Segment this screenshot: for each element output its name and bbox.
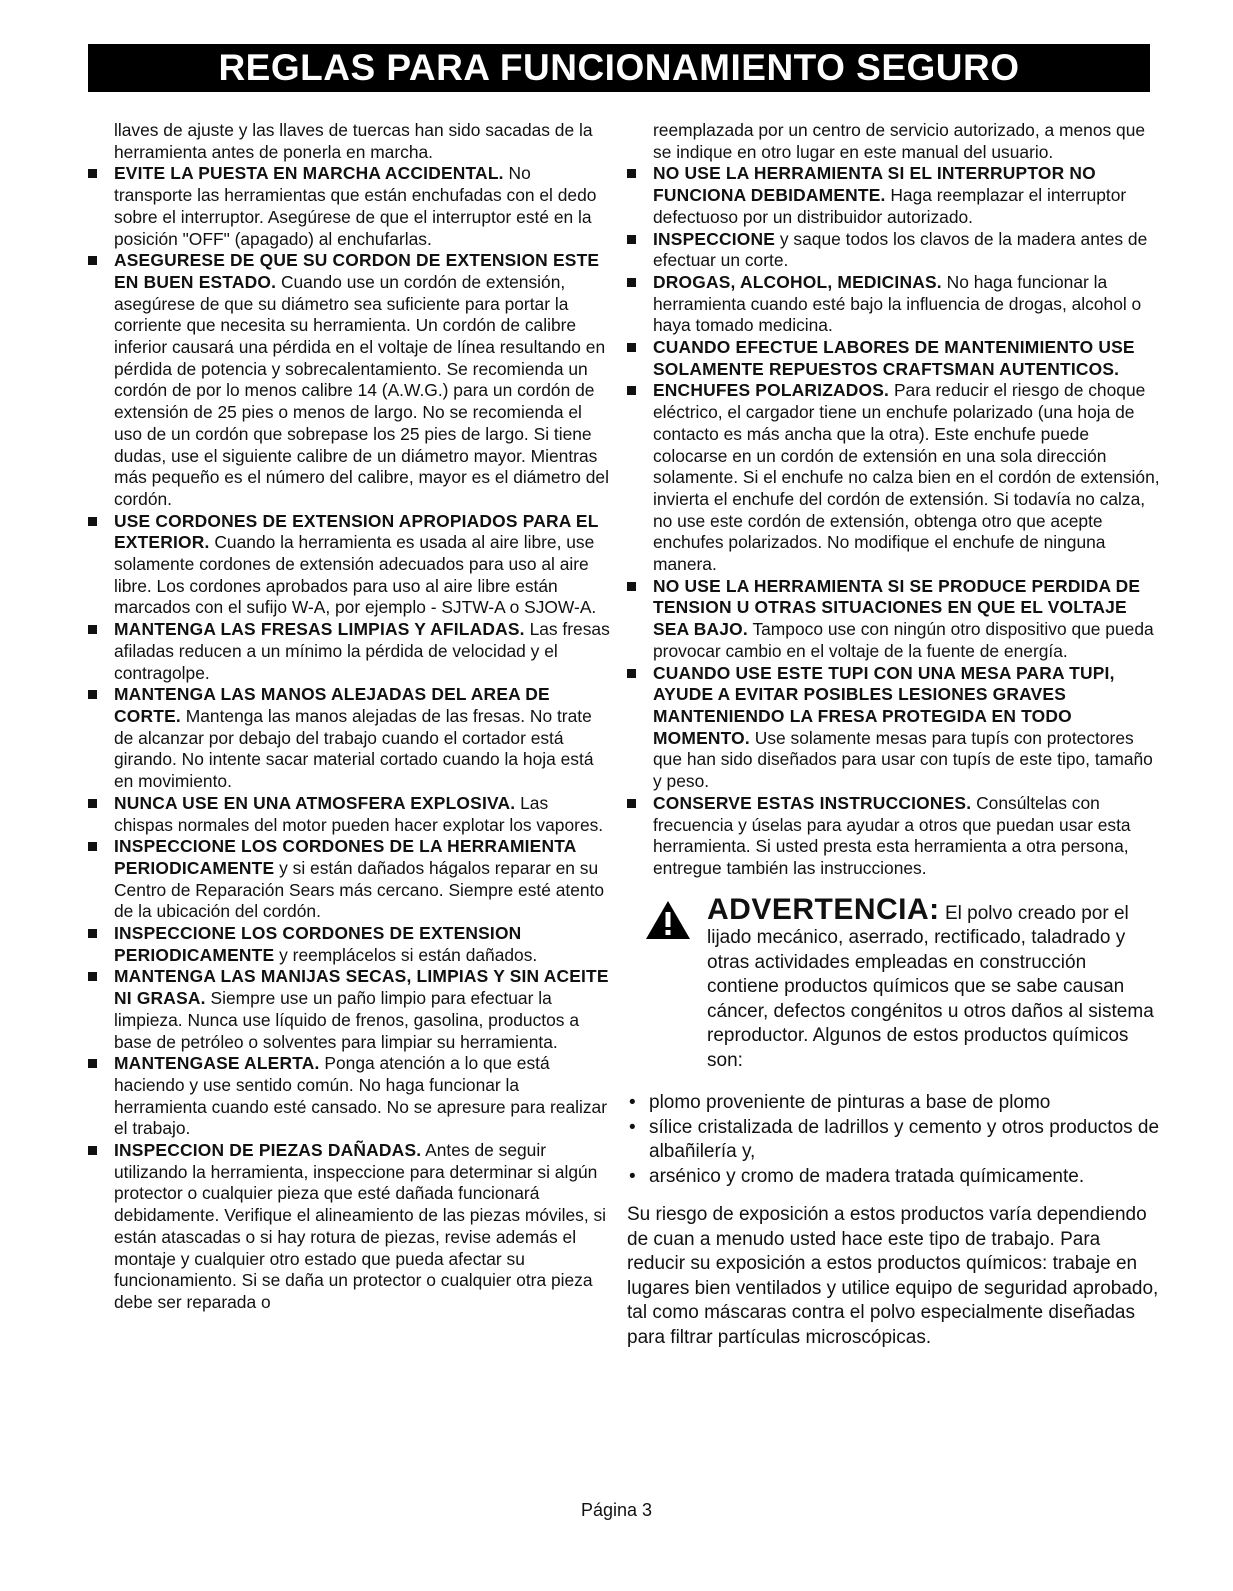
rule-heading: MANTENGA LAS FRESAS LIMPIAS Y AFILADAS.	[114, 619, 525, 640]
rule-item	[88, 619, 610, 684]
bullet-square-icon	[88, 799, 97, 808]
rule-heading: INSPECCIONE LOS CORDONES DE LA HERRAMIENTA PERIODICAMENTE	[114, 836, 576, 878]
rule-heading: DROGAS, ALCOHOL, MEDICINAS.	[653, 271, 942, 292]
rule-heading: INSPECCIONE	[653, 228, 776, 249]
risk-paragraph: Su riesgo de exposición a estos productos varía dependiendo de cuan a menudo usted hace este tipo de trabajo. Para reducir su exposición a estos productos químicos: trabaje en lugares bien ventilados y utilice equipo de seguridad aprobado, tal como máscaras contra el polvo especialmente diseñadas para filtrar partículas microscópicas.	[627, 1204, 1159, 1348]
rule-heading: NO USE LA HERRAMIENTA SI SE PRODUCE PERDIDA DE TENSION U OTRAS SITUACIONES EN QUE EL VOLTAJE SEA BAJO.	[653, 575, 1141, 640]
chemical-list-item	[627, 1091, 1161, 1116]
chemical-list-text: sílice cristalizada de ladrillos y cemento y otros productos de albañilería y,	[649, 1116, 1160, 1163]
warning-block	[627, 892, 1161, 1074]
bullet-square-icon	[88, 1146, 97, 1155]
rule-text: y saque todos los clavos de la madera antes de efectuar un corte.	[653, 228, 1148, 271]
bullet-square-icon	[627, 582, 636, 591]
rule-text: Las fresas afiladas reducen a un mínimo la pérdida de velocidad y el contragolpe.	[114, 619, 610, 683]
bullet-square-icon	[88, 517, 97, 526]
rule-item	[627, 663, 1161, 793]
chemical-list-text: plomo proveniente de pinturas a base de plomo	[649, 1092, 1051, 1114]
rule-item	[88, 511, 610, 620]
rule-heading: INSPECCIONE LOS CORDONES DE EXTENSION PERIODICAMENTE	[114, 923, 522, 965]
bullet-square-icon	[88, 625, 97, 634]
rule-heading: ENCHUFES POLARIZADOS.	[653, 380, 890, 401]
right-intro-text: reemplazada por un centro de servicio autorizado, a menos que se indique en otro lugar en este manual del usuario.	[653, 120, 1146, 162]
rule-text: Tampoco use con ningún otro dispositivo que pueda provocar cambio en el voltaje de la fuente de energía.	[653, 619, 1154, 661]
rule-heading: EVITE LA PUESTA EN MARCHA ACCIDENTAL.	[114, 163, 504, 184]
rule-item	[627, 576, 1161, 663]
rule-item	[627, 793, 1161, 880]
rule-item	[88, 923, 610, 966]
bullet-square-icon	[627, 669, 636, 678]
rule-item	[88, 684, 610, 793]
bullet-square-icon	[627, 799, 636, 808]
rule-text: No transporte las herramientas que están enchufadas con el dedo sobre el interruptor. Asegúrese de que el interruptor esté en la posición "OFF" (apagado) al enchufarlas.	[114, 163, 597, 249]
rule-item	[627, 229, 1161, 272]
rule-heading: MANTENGASE ALERTA.	[114, 1053, 320, 1074]
right-column	[627, 120, 1161, 1369]
rule-text: Consúltelas con frecuencia y úselas para ayudar a otros que puedan usar esta herramienta. Si usted presta esta herramienta a otra persona, entregue también las instrucciones.	[653, 792, 1131, 878]
rule-heading: NUNCA USE EN UNA ATMOSFERA EXPLOSIVA.	[114, 792, 516, 813]
page-title-banner	[88, 44, 1150, 92]
bullet-dot-icon: •	[629, 1165, 636, 1187]
page-number: Página 3	[580, 1500, 653, 1520]
bullet-square-icon	[88, 256, 97, 265]
rule-item	[88, 163, 610, 250]
chemical-list-item	[627, 1116, 1161, 1165]
rule-text: Para reducir el riesgo de choque eléctrico, el cargador tiene un enchufe polarizado (una hoja de contacto es más ancha que la otra). Este enchufe puede colocarse en un cordón de extensión en una sola dirección solamente. Si el enchufe no calza bien en el cordón de extensión, invierta el enchufe del cordón de extensión. Si todavía no calza, no use este cordón de extensión, obtenga otro que acepte enchufes polarizados. No modifique el enchufe de ninguna manera.	[653, 380, 1160, 575]
chemical-list	[627, 1091, 1161, 1189]
rule-heading: CONSERVE ESTAS INSTRUCCIONES.	[653, 792, 972, 813]
rule-heading: CUANDO EFECTUE LABORES DE MANTENIMIENTO USE SOLAMENTE REPUESTOS CRAFTSMAN AUTENTICOS.	[653, 337, 1135, 379]
rule-text: No haga funcionar la herramienta cuando esté bajo la influencia de drogas, alcohol o haya tomado medicina.	[653, 271, 1142, 336]
bullet-square-icon	[627, 278, 636, 287]
rule-item	[88, 836, 610, 923]
chemical-list-item	[627, 1165, 1161, 1190]
bullet-square-icon	[88, 929, 97, 938]
bullet-square-icon	[88, 1059, 97, 1068]
rule-item	[88, 793, 610, 836]
rule-text: Cuando use un cordón de extensión, asegúrese de que su diámetro sea suficiente para portar la corriente que necesita su herramienta. Un cordón de calibre inferior causará una pérdida en el voltaje de línea resultando en pérdida de potencia y sobrecalentamiento. Se recomienda un cordón de por lo menos calibre 14 (A.W.G.) para un cordón de extensión de 25 pies o menos de largo. No se recomienda el uso de un cordón que sobrepase los 25 pies de largo. Si tiene dudas, use el siguiente calibre de un diámetro mayor. Mientras más pequeño es el número del calibre, mayor es el diámetro del cordón.	[114, 271, 609, 509]
left-intro-text: llaves de ajuste y las llaves de tuercas han sido sacadas de la herramienta antes de ponerla en marcha.	[114, 120, 593, 162]
rule-text: Haga reemplazar el interruptor defectuoso por un distribuidor autorizado.	[653, 185, 1127, 227]
warning-triangle-icon	[645, 900, 691, 940]
rule-item	[88, 1053, 610, 1140]
rule-item	[88, 966, 610, 1053]
bullet-square-icon	[627, 235, 636, 244]
warning-heading: ADVERTENCIA:	[707, 892, 940, 926]
rule-text: Las chispas normales del motor pueden hacer explotar los vapores.	[114, 792, 604, 835]
rule-heading: CUANDO USE ESTE TUPI CON UNA MESA PARA TUPI, AYUDE A EVITAR POSIBLES LESIONES GRAVES MANTENIENDO LA FRESA PROTEGIDA EN TODO MOMENTO.	[653, 662, 1115, 748]
rule-text: Ponga atención a lo que está haciendo y use sentido común. No haga funcionar la herramienta cuando esté cansado. No se apresure para realizar el trabajo.	[114, 1053, 608, 1139]
rule-text: y reemplácelos si están dañados.	[279, 944, 538, 965]
rule-text: Antes de seguir utilizando la herramienta, inspeccione para determinar si algún protector o cualquier pieza que esté dañada funcionará debidamente. Verifique el alineamiento de las piezas móviles, si están atascadas o si hay rotura de piezas, revise además el montaje y cualquier otro estado que pueda afectar su funcionamiento. Si se daña un protector o cualquier otra pieza debe ser reparada o	[114, 1140, 607, 1312]
rule-item	[627, 272, 1161, 337]
rule-text: y si están dañados hágalos reparar en su Centro de Reparación Sears más cercano. Siempre esté atento de la ubicación del cordón.	[114, 857, 605, 922]
chemical-list-text: arsénico y cromo de madera tratada químicamente.	[649, 1165, 1085, 1187]
rule-text: Cuando la herramienta es usada al aire libre, use solamente cordones de extensión adecuados para uso al aire libre. Los cordones aprobados para uso al aire libre están marcados con el sufijo W-A, por ejemplo - SJTW-A o SJOW-A.	[114, 532, 597, 618]
rule-item	[627, 163, 1161, 228]
bullet-square-icon	[88, 972, 97, 981]
bullet-dot-icon: •	[629, 1092, 636, 1114]
left-column	[88, 120, 610, 1314]
bullet-square-icon	[627, 343, 636, 352]
rule-heading: USE CORDONES DE EXTENSION APROPIADOS PARA EL EXTERIOR.	[114, 510, 599, 553]
bullet-square-icon	[88, 842, 97, 851]
rule-heading: NO USE LA HERRAMIENTA SI EL INTERRUPTOR NO FUNCIONA DEBIDAMENTE.	[653, 163, 1096, 206]
bullet-square-icon	[627, 169, 636, 178]
rule-heading: ASEGURESE DE QUE SU CORDON DE EXTENSION ESTE EN BUEN ESTADO.	[114, 250, 600, 292]
rule-text: Use solamente mesas para tupís con protectores que han sido diseñados para usar con tupís de este tipo, tamaño y peso.	[653, 727, 1153, 792]
page-title: REGLAS PARA FUNCIONAMIENTO SEGURO	[218, 47, 1020, 88]
bullet-square-icon	[88, 169, 97, 178]
rule-heading: INSPECCION DE PIEZAS DAÑADAS.	[114, 1140, 422, 1161]
bullet-dot-icon: •	[629, 1116, 636, 1138]
rule-heading: MANTENGA LAS MANIJAS SECAS, LIMPIAS Y SIN ACEITE NI GRASA.	[114, 966, 609, 1009]
rule-item	[627, 337, 1161, 380]
rule-item	[88, 1140, 610, 1314]
bullet-square-icon	[88, 690, 97, 699]
rule-heading: MANTENGA LAS MANOS ALEJADAS DEL AREA DE CORTE.	[114, 684, 550, 726]
bullet-square-icon	[627, 386, 636, 395]
rule-text: Mantenga las manos alejadas de las fresas. No trate de alcanzar por debajo del trabajo cuando el cortador está girando. No intente sacar material cortado cuando la hoja está en movimiento.	[114, 705, 594, 792]
right-rule-list	[627, 163, 1161, 879]
left-rule-list	[88, 163, 610, 1313]
rule-text: Siempre use un paño limpio para efectuar la limpieza. Nunca use líquido de frenos, gasolina, productos a base de petróleo o solventes para limpiar su herramienta.	[114, 988, 579, 1052]
rule-item	[627, 380, 1161, 575]
warning-text: El polvo creado por el lijado mecánico, aserrado, rectificado, taladrado y otras actividades empleadas en construcción contiene productos químicos que se sabe causan cáncer, defectos congénitos u otros daños al sistema reproductor. Algunos de estos productos químicos son:	[707, 902, 1154, 1071]
rule-item	[88, 250, 610, 510]
